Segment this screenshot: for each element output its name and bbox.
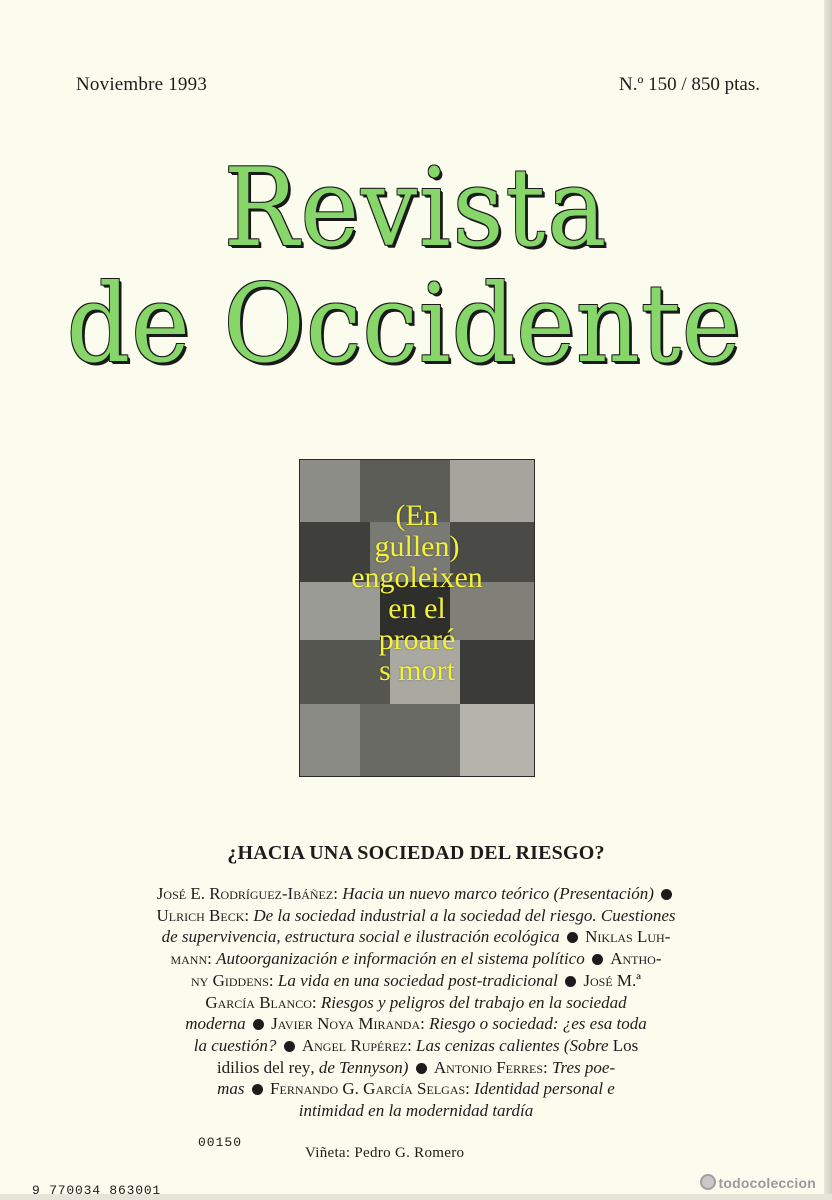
- article-title: De la sociedad industrial a la sociedad del riesgo. Cuestiones: [253, 905, 676, 925]
- author-name: ny Giddens: [191, 970, 269, 990]
- collage-newspaper-clipping: [300, 704, 360, 776]
- article-title: Identidad personal e: [474, 1079, 615, 1099]
- collage-photo-child: [360, 704, 460, 776]
- toc-line: [74, 926, 758, 948]
- toc-text: :: [333, 884, 343, 903]
- toc-line: [74, 1035, 758, 1057]
- watermark-logo-icon: [700, 1174, 716, 1190]
- bullet-icon: [284, 1041, 295, 1052]
- toc-text: :: [311, 992, 321, 1012]
- issue-date: Noviembre 1993: [76, 74, 208, 95]
- article-title: de supervivencia, estructura social e ilustración ecológica: [161, 927, 560, 947]
- bullet-icon: [252, 1084, 263, 1095]
- barcode-bars: [32, 1137, 192, 1185]
- article-title: Riesgos y peligros del trabajo en la sociedad: [320, 992, 627, 1012]
- article-title: mas: [217, 1079, 245, 1099]
- overlay-line: en el: [388, 592, 446, 625]
- magazine-title-line2: de Occidente: [66, 262, 742, 387]
- toc-text: idilios del rey: [216, 1057, 311, 1077]
- toc-text: :: [244, 905, 254, 925]
- barcode: [32, 1137, 264, 1200]
- toc-line: [74, 948, 758, 970]
- article-title: la cuestión?: [193, 1035, 277, 1055]
- barcode-addon-bars: [198, 1151, 260, 1185]
- table-of-contents: [74, 883, 758, 1122]
- bullet-icon: [565, 976, 576, 987]
- bullet-icon: [416, 1063, 427, 1074]
- overlay-line: proaré: [378, 623, 456, 656]
- toc-text: :: [268, 970, 278, 990]
- article-title: Hacia un nuevo marco teórico (Presentación): [342, 884, 654, 903]
- cover-collage-image: [299, 459, 535, 777]
- toc-line: [74, 883, 758, 905]
- page-edge-right: [824, 0, 832, 1200]
- magazine-title-line1: Revista: [223, 146, 609, 271]
- article-title: moderna: [185, 1014, 246, 1034]
- barcode-number: 9 770034 863001: [32, 1183, 162, 1198]
- issue-number-price: N.º 150 / 850 ptas.: [619, 74, 760, 95]
- watermark: [700, 1174, 817, 1191]
- bullet-icon: [592, 954, 603, 965]
- toc-text: :: [543, 1057, 552, 1077]
- collage-newspaper-clipping: [460, 704, 534, 776]
- issue-theme-title: ¿HACIA UNA SOCIEDAD DEL RIESGO?: [227, 842, 605, 864]
- author-name: José M.ª: [583, 970, 641, 990]
- article-title: intimidad en la modernidad tardía: [298, 1101, 534, 1121]
- bullet-icon: [661, 889, 672, 900]
- overlay-line: gullen): [374, 530, 460, 563]
- toc-text: :: [465, 1079, 475, 1099]
- author-name: García Blanco: [205, 992, 312, 1012]
- overlay-line: engoleixen: [351, 561, 483, 594]
- toc-text: :: [420, 1014, 430, 1034]
- article-title: Las cenizas calientes (Sobre: [416, 1035, 613, 1055]
- author-name: mann: [170, 949, 208, 969]
- toc-line: [74, 905, 758, 927]
- collage-overlay-text: [300, 500, 534, 686]
- article-title: La vida en una sociedad post-tradicional: [277, 970, 558, 990]
- barcode-bar: [229, 1151, 230, 1185]
- author-name: José E. Rodríguez-Ibáñez: [156, 884, 334, 903]
- author-name: Antho-: [610, 949, 662, 969]
- author-name: Ulrich Beck: [156, 905, 245, 925]
- toc-line: [74, 1100, 758, 1122]
- overlay-line: (En: [395, 499, 439, 532]
- bullet-icon: [567, 932, 578, 943]
- toc-text: Los: [612, 1035, 639, 1055]
- article-title: Riesgo o sociedad: ¿es esa toda: [429, 1014, 647, 1034]
- illustration-credit: Viñeta: Pedro G. Romero: [305, 1145, 465, 1161]
- toc-line: [74, 1057, 758, 1079]
- bullet-icon: [253, 1019, 264, 1030]
- watermark-text: todocoleccion: [718, 1175, 816, 1191]
- author-name: Antonio Ferres: [433, 1057, 544, 1077]
- overlay-line: s mort: [379, 654, 455, 687]
- article-title: Tres poe-: [552, 1057, 616, 1077]
- author-name: Fernando G. García Selgas: [270, 1079, 466, 1099]
- toc-text: :: [207, 949, 217, 969]
- toc-line: [74, 992, 758, 1014]
- toc-line: [74, 1078, 758, 1100]
- toc-line: [74, 1013, 758, 1035]
- author-name: Javier Noya Miranda: [271, 1014, 421, 1034]
- author-name: Niklas Luh-: [585, 927, 671, 947]
- barcode-addon-number: 00150: [198, 1135, 243, 1150]
- toc-text: :: [407, 1035, 417, 1055]
- article-title: Autoorganización e información en el sistema político: [216, 949, 585, 969]
- author-name: Angel Rupérez: [301, 1035, 408, 1055]
- toc-line: [74, 970, 758, 992]
- article-title: , de Tennyson): [310, 1057, 409, 1077]
